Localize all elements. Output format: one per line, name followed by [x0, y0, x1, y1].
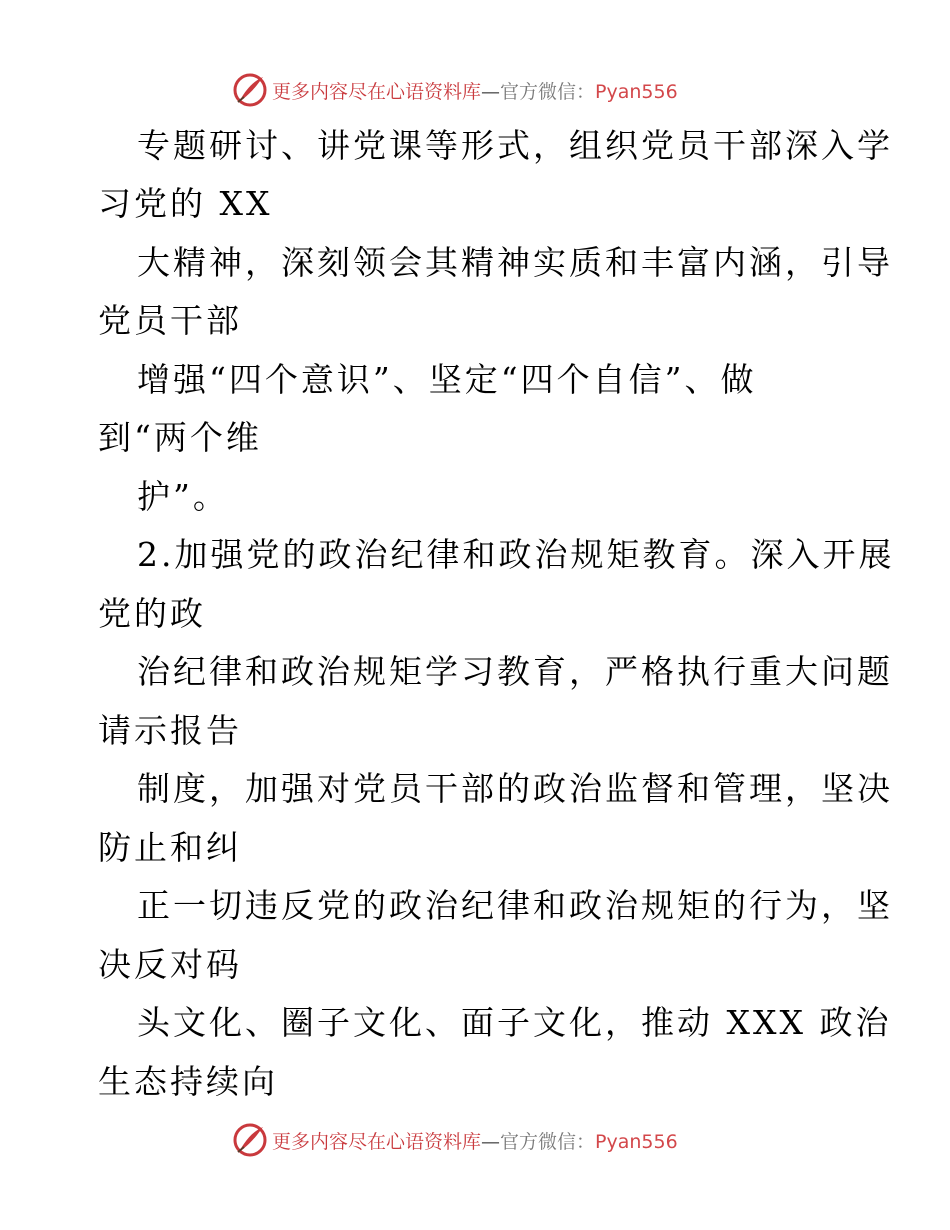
text-line: 习党的 XX	[98, 184, 273, 223]
text-line: 正一切违反党的政治纪律和政治规矩的行为，坚	[137, 886, 893, 925]
footer-banner-wechat-id: Pyan556	[595, 1130, 678, 1153]
text-line: 制度，加强对党员干部的政治监督和管理，坚决	[137, 769, 893, 808]
header-banner-dash: —	[481, 80, 501, 103]
text-line: 党的政	[98, 594, 206, 633]
text-line: 防止和纠	[98, 828, 242, 867]
text-line: 到“两个维	[98, 418, 262, 457]
text-line: 治纪律和政治规矩学习教育，严格执行重大问题	[137, 652, 893, 691]
text-line: 头文化、圈子文化、面子文化，推动 XXX 政治	[137, 1003, 892, 1042]
text-line: 大精神，深刻领会其精神实质和丰富内涵，引导	[137, 243, 893, 282]
text-line: 请示报告	[98, 711, 242, 750]
footer-banner-main: 更多内容尽在心语资料库	[272, 1130, 482, 1153]
header-banner-wechat-id: Pyan556	[595, 80, 678, 103]
text-line: 专题研讨、讲党课等形式，组织党员干部深入学	[137, 126, 893, 165]
header-banner-main: 更多内容尽在心语资料库	[272, 80, 482, 103]
quill-pen-circle-icon	[232, 1122, 268, 1158]
header-banner-official: 官方微信：	[500, 80, 596, 103]
text-line: 决反对码	[98, 945, 242, 984]
text-line: 护”。	[137, 477, 229, 516]
footer-banner-text	[272, 1127, 678, 1154]
text-line: 增强“四个意识”、坚定“四个自信”、做	[137, 360, 757, 399]
header-banner	[232, 70, 678, 110]
text-line: 2.加强党的政治纪律和政治规矩教育。深入开展	[137, 535, 895, 574]
footer-banner-dash: —	[481, 1130, 501, 1153]
text-line: 党员干部	[98, 301, 242, 340]
header-banner-text	[272, 77, 678, 104]
footer-banner	[232, 1120, 678, 1160]
footer-banner-official: 官方微信：	[500, 1130, 596, 1153]
text-line: 生态持续向	[98, 1062, 278, 1101]
quill-pen-circle-icon	[232, 72, 268, 108]
